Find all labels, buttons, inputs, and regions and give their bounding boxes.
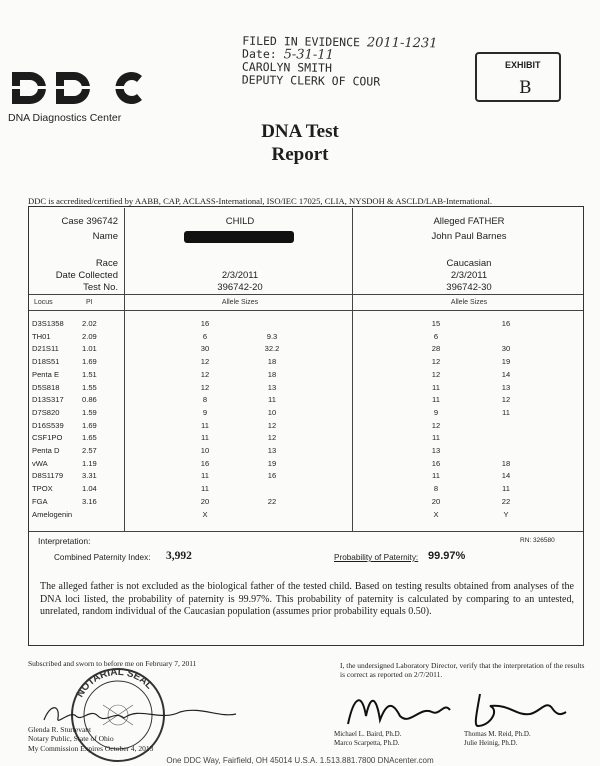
locus-name: D7S820	[32, 407, 60, 417]
stamp-date-label: Date:	[242, 46, 277, 62]
father-allele-1: 16	[431, 458, 441, 468]
father-allele-1: 12	[431, 369, 441, 379]
pi-value: 1.69	[82, 357, 97, 367]
father-allele-1: 11	[432, 471, 440, 481]
locus-name: D13S317	[32, 395, 64, 405]
child-allele-1: 8	[202, 395, 208, 405]
table-row	[30, 432, 582, 444]
table-row	[30, 394, 582, 406]
father-allele-1: X	[433, 509, 439, 519]
father-date: 2/3/2011	[450, 270, 488, 281]
race-label: Race	[95, 258, 118, 269]
stamp-case-number: 2011-1231	[366, 35, 438, 52]
cpi-value: 3,992	[166, 550, 192, 562]
child-allele-1: 10	[200, 446, 210, 455]
child-allele-2: 9.3	[266, 331, 278, 341]
child-allele-header: Allele Sizes	[221, 299, 259, 306]
locus-name: Amelogenin	[32, 509, 73, 519]
stamp-clerk-title: DEPUTY CLERK OF COUR	[241, 72, 381, 89]
pi-value: 2.57	[82, 446, 97, 455]
child-header: CHILD	[225, 216, 255, 227]
pi-value: 1.01	[82, 344, 97, 354]
locus-header: Locus	[34, 299, 53, 306]
child-date: 2/3/2011	[221, 270, 259, 281]
table-row	[30, 509, 582, 521]
table-row	[30, 356, 582, 368]
title-line-2: Report	[271, 144, 329, 165]
father-allele-1: 15	[431, 319, 441, 328]
notary-signature	[40, 700, 240, 728]
probability-label: Probability of Paternity:	[334, 553, 419, 562]
father-allele-2: 16	[501, 319, 511, 328]
locus-name: CSF1PO	[32, 433, 63, 443]
father-race: Caucasian	[446, 258, 492, 269]
accreditation-line: DDC is accredited/certified by AABB, CAP, ACLASS-International, ISO/IEC 17025, CLIA, NYSDOH & ASCLD/LAB-International.	[28, 196, 493, 206]
child-allele-1: 16	[200, 458, 210, 468]
table-row	[30, 407, 582, 419]
father-allele-1: 11	[432, 395, 440, 405]
father-allele-2: 12	[501, 395, 511, 405]
pi-value: 1.51	[82, 369, 97, 379]
seal-text: NOTARIAL SEAL	[74, 666, 155, 700]
father-allele-1: 6	[433, 331, 439, 341]
stamp-filed: FILED IN EVIDENCE	[242, 33, 361, 50]
father-allele-2: 19	[501, 357, 511, 367]
pi-value: 2.02	[82, 319, 97, 328]
child-allele-2: 11	[268, 395, 276, 405]
child-allele-2: 22	[267, 496, 277, 506]
child-allele-2: 12	[267, 433, 277, 443]
child-allele-2: 18	[267, 357, 277, 367]
name-label: Name	[92, 231, 118, 242]
pi-value: 1.04	[82, 484, 97, 494]
father-allele-1: 12	[431, 420, 441, 430]
pi-value: 3.16	[82, 496, 97, 506]
director-names-right	[464, 730, 531, 747]
director-2: Marco Scarpetta, Ph.D.	[334, 738, 400, 747]
child-allele-1: 12	[200, 357, 210, 367]
table-row	[30, 470, 582, 482]
divider	[29, 310, 583, 311]
interpretation-label: Interpretation:	[38, 536, 91, 546]
table-row	[30, 382, 582, 394]
child-allele-1: 12	[200, 369, 210, 379]
exhibit-label: EXHIBIT	[505, 60, 541, 70]
table-row	[30, 331, 582, 343]
pi-value: 0.86	[82, 395, 97, 405]
child-allele-2: 32.2	[264, 344, 280, 354]
locus-name: D5S818	[32, 382, 60, 392]
locus-name: D8S1179	[32, 471, 64, 481]
certify-text: I, the undersigned Laboratory Director, verify that the interpretation of the results is correct as reported on 2/7/2011.	[340, 661, 585, 679]
logo-subtitle: DNA Diagnostics Center	[8, 112, 122, 124]
director-4: Julie Heinig, Ph.D.	[464, 738, 518, 747]
pi-value: 1.69	[82, 420, 97, 430]
child-allele-1: 20	[200, 496, 210, 506]
child-test-no: 396742-20	[217, 282, 263, 293]
probability-value: 99.97%	[428, 550, 466, 562]
child-allele-1: 11	[201, 471, 209, 481]
father-allele-header: Allele Sizes	[450, 299, 488, 306]
notary-expiry: My Commission Expires October 4, 2013	[28, 743, 154, 753]
locus-name: TH01	[32, 331, 51, 341]
table-row	[30, 458, 582, 470]
table-row	[30, 445, 582, 457]
divider	[29, 294, 583, 295]
child-allele-2: 13	[267, 382, 277, 392]
child-allele-1: 11	[201, 484, 209, 494]
locus-name: D3S1358	[32, 319, 64, 328]
locus-name: TPOX	[32, 484, 53, 494]
child-allele-1: 9	[202, 407, 208, 417]
father-allele-2: 13	[501, 382, 511, 392]
pi-value: 1.19	[82, 458, 97, 468]
father-header: Alleged FATHER	[433, 216, 505, 227]
father-allele-1: 11	[432, 382, 440, 392]
child-allele-1: 16	[200, 319, 210, 328]
child-allele-2: 18	[267, 369, 277, 379]
table-row	[30, 483, 582, 495]
father-allele-2: 18	[501, 458, 511, 468]
director-3: Thomas M. Reid, Ph.D.	[464, 730, 531, 738]
locus-name: FGA	[32, 496, 48, 506]
title-line-1: DNA Test	[261, 121, 339, 142]
pi-value: 1.65	[82, 433, 97, 443]
table-row	[30, 343, 582, 355]
child-allele-1: 11	[201, 420, 209, 430]
pi-value: 2.09	[82, 331, 97, 341]
father-test-no: 396742-30	[446, 282, 492, 293]
divider	[29, 531, 583, 532]
pi-value: 1.55	[82, 382, 97, 392]
child-allele-1: 12	[200, 382, 210, 392]
case-label: Case 396742	[61, 216, 118, 227]
child-allele-1: 30	[200, 344, 210, 354]
rn-number: RN: 326580	[520, 537, 555, 544]
father-allele-1: 11	[432, 433, 440, 443]
father-allele-2: 14	[501, 471, 511, 481]
notary-title: Notary Public, State of Ohio	[28, 734, 114, 744]
table-row	[30, 420, 582, 432]
father-allele-1: 13	[431, 446, 441, 455]
director-names-left	[334, 730, 401, 747]
stamp-clerk-name: CAROLYN SMITH	[241, 59, 333, 75]
date-collected-label: Date Collected	[55, 270, 118, 281]
interpretation-paragraph: The alleged father is not excluded as the biological father of the tested child. Based on testing results obtained from analyses of the DNA loci listed, the probability of paternity is 99.97%. This probability of paternity is calculated by comparing to an untested, unrelated, random individual of the Caucasian population (assumes prior probability equals 0.50).	[40, 581, 574, 618]
locus-name: D21S11	[32, 344, 59, 354]
footer-address: One DDC Way, Fairfield, OH 45014 U.S.A. 1.513.881.7800 DNAcenter.com	[166, 756, 434, 765]
exhibit-value: B	[519, 78, 532, 98]
locus-name: D16S539	[32, 420, 64, 430]
child-allele-2: 13	[267, 446, 277, 455]
pi-value: 3.31	[82, 471, 97, 481]
father-allele-2: 11	[502, 484, 510, 494]
exhibit-sticker	[475, 52, 561, 102]
child-allele-1: X	[202, 509, 208, 519]
filed-evidence-stamp	[242, 35, 438, 90]
father-allele-2: 30	[501, 344, 511, 354]
locus-name: D18S51	[32, 357, 60, 367]
pi-value: 1.59	[82, 407, 97, 417]
director-signature	[340, 686, 570, 734]
father-allele-1: 20	[431, 496, 441, 506]
stamp-date: 5-31-11	[283, 47, 334, 63]
ddc-logo	[8, 68, 148, 110]
father-allele-2: Y	[503, 509, 509, 519]
notary-name: Glenda R. Sturtevant	[28, 725, 92, 734]
test-no-label: Test No.	[83, 282, 118, 293]
director-1: Michael L. Baird, Ph.D.	[334, 730, 402, 738]
table-row	[30, 496, 582, 508]
child-allele-2: 19	[267, 458, 277, 468]
child-allele-2: 10	[267, 407, 277, 417]
subscribed-line: Subscribed and sworn to before me on February 7, 2011	[28, 659, 197, 668]
father-allele-1: 9	[433, 407, 439, 417]
locus-name: vWA	[32, 458, 48, 468]
pi-header: PI	[86, 299, 93, 306]
father-name: John Paul Barnes	[431, 231, 507, 242]
father-allele-2: 11	[502, 407, 510, 417]
father-allele-2: 22	[501, 496, 511, 506]
child-allele-1: 11	[201, 433, 209, 443]
svg-text:NOTARIAL SEAL	[75, 667, 155, 700]
cpi-label: Combined Paternity Index:	[54, 553, 151, 562]
locus-name: Penta D	[32, 446, 60, 455]
father-allele-1: 12	[431, 357, 441, 367]
report-title	[0, 120, 600, 166]
father-allele-1: 8	[433, 484, 439, 494]
child-allele-2: 12	[267, 420, 277, 430]
notary-block	[28, 725, 153, 753]
redacted-child-name	[184, 231, 294, 243]
table-row	[30, 369, 582, 381]
child-allele-2: 16	[267, 471, 277, 481]
child-allele-1: 6	[202, 331, 208, 341]
locus-name: Penta E	[32, 369, 60, 379]
table-row	[30, 318, 582, 330]
father-allele-1: 28	[431, 344, 441, 354]
father-allele-2: 14	[501, 369, 511, 379]
